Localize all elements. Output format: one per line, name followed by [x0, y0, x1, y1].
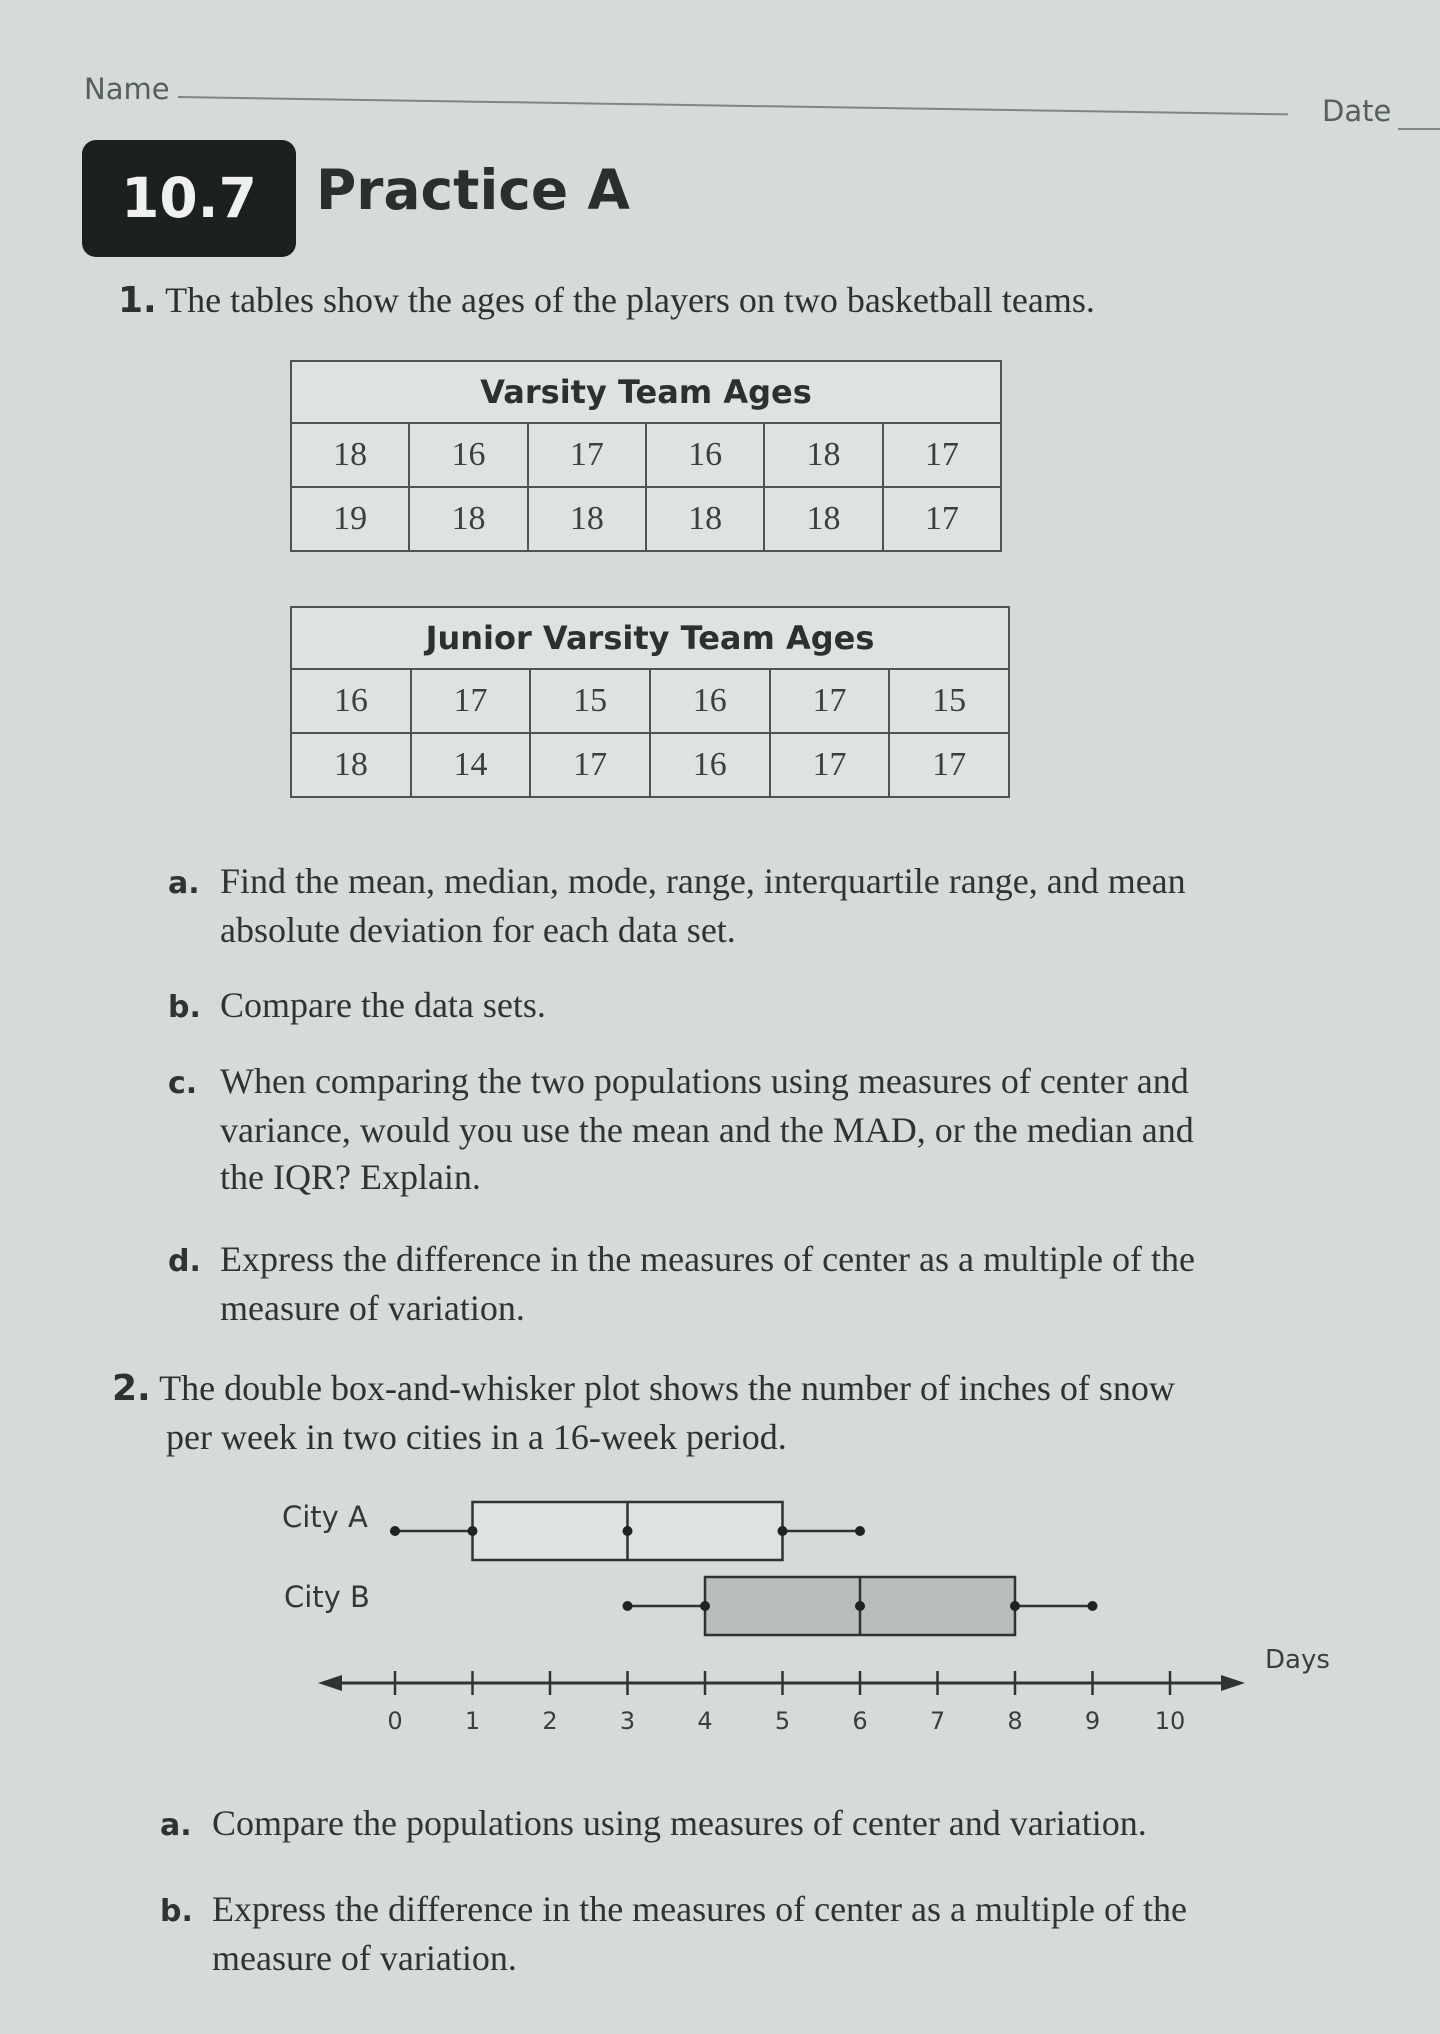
question-1b: [168, 982, 546, 1031]
table-cell: 19: [291, 487, 409, 551]
point-median: [855, 1601, 865, 1611]
city-a-label: City A: [282, 1500, 368, 1534]
table-cell: 18: [528, 487, 646, 551]
tick-label: 2: [542, 1707, 558, 1735]
part-text: Compare the populations using measures of center and variation.: [212, 1803, 1147, 1843]
part-letter: b.: [160, 1894, 193, 1929]
point-q3: [778, 1526, 788, 1536]
point-q1: [468, 1526, 478, 1536]
table-row: [291, 669, 1009, 733]
table-cell: 14: [411, 733, 531, 797]
part-letter: a.: [160, 1808, 192, 1843]
table-cell: 17: [889, 733, 1009, 797]
varsity-table-title: Varsity Team Ages: [291, 361, 1001, 423]
table-cell: 17: [411, 669, 531, 733]
part-text: measure of variation.: [212, 1938, 517, 1978]
city-b-label: City B: [284, 1580, 370, 1614]
tick-label: 8: [1007, 1707, 1023, 1735]
table-cell: 16: [646, 423, 764, 487]
point-min: [623, 1601, 633, 1611]
part-text: Express the difference in the measures of center as a multiple of the: [212, 1889, 1187, 1929]
tick-label: 3: [619, 1707, 636, 1735]
tick-label: 7: [929, 1707, 946, 1735]
tick-label: 5: [774, 1707, 791, 1735]
part-text: Express the difference in the measures of center as a multiple of the: [220, 1239, 1195, 1279]
part-text: When comparing the two populations using measures of center and: [220, 1061, 1189, 1101]
table-cell: 18: [764, 423, 882, 487]
point-median: [623, 1526, 633, 1536]
table-cell: 15: [530, 669, 650, 733]
name-line: [178, 96, 1288, 115]
box-plot-city-b: [623, 1577, 1098, 1635]
question-1c: [168, 1058, 1194, 1201]
axis-arrow-right: [1221, 1675, 1245, 1691]
part-letter: a.: [168, 866, 200, 901]
lesson-number-badge: 10.7: [82, 140, 296, 257]
name-label: Name: [84, 72, 170, 106]
question-2-number: 2.: [112, 1368, 151, 1409]
point-q3: [1010, 1601, 1020, 1611]
table-cell: 18: [291, 423, 409, 487]
question-1a: [168, 858, 1186, 954]
table-cell: 17: [528, 423, 646, 487]
question-2-prompt: The double box-and-whisker plot shows the number of inches of snow: [159, 1368, 1175, 1408]
box-and-whisker-plot: [270, 1485, 1370, 1740]
date-label: Date: [1322, 94, 1392, 128]
table-cell: 16: [650, 733, 770, 797]
table-cell: 16: [650, 669, 770, 733]
box-plots: [390, 1502, 1098, 1635]
part-text: the IQR? Explain.: [220, 1157, 481, 1197]
point-q1: [700, 1601, 710, 1611]
table-cell: 18: [291, 733, 411, 797]
part-text: Find the mean, median, mode, range, interquartile range, and mean: [220, 861, 1186, 901]
question-1-number: 1.: [118, 280, 157, 321]
axis-label-days: Days: [1265, 1645, 1330, 1675]
table-cell: 17: [770, 733, 890, 797]
table-cell: 18: [646, 487, 764, 551]
page-title: Practice A: [316, 158, 630, 222]
table-cell: 18: [409, 487, 527, 551]
table-row: [291, 733, 1009, 797]
question-1-prompt: The tables show the ages of the players on two basketball teams.: [165, 280, 1095, 320]
number-line: [318, 1671, 1245, 1735]
table-cell: 17: [770, 669, 890, 733]
part-text: variance, would you use the mean and the MAD, or the median and: [220, 1110, 1194, 1150]
point-min: [390, 1526, 400, 1536]
point-max: [855, 1526, 865, 1536]
part-letter: c.: [168, 1066, 198, 1101]
part-text: absolute deviation for each data set.: [220, 910, 736, 950]
question-2: [112, 1364, 1175, 1461]
part-letter: d.: [168, 1244, 201, 1279]
table-cell: 17: [883, 423, 1001, 487]
point-max: [1088, 1601, 1098, 1611]
part-letter: b.: [168, 990, 201, 1025]
tick-label: 10: [1154, 1707, 1186, 1735]
jv-table-title: Junior Varsity Team Ages: [291, 607, 1009, 669]
question-2a: [160, 1800, 1147, 1849]
tick-label: 4: [697, 1707, 713, 1735]
question-1: [118, 276, 1095, 325]
table-cell: 16: [291, 669, 411, 733]
jv-ages-table: [290, 606, 1010, 798]
question-2b: [160, 1886, 1187, 1982]
box-plot-city-a: [390, 1502, 865, 1560]
table-cell: 17: [883, 487, 1001, 551]
table-cell: 16: [409, 423, 527, 487]
tick-label: 0: [387, 1707, 403, 1735]
table-cell: 15: [889, 669, 1009, 733]
part-text: Compare the data sets.: [220, 985, 546, 1025]
part-text: measure of variation.: [220, 1288, 525, 1328]
table-row: [291, 487, 1001, 551]
table-row: [291, 423, 1001, 487]
date-line: [1398, 128, 1440, 130]
tick-label: 9: [1084, 1707, 1101, 1735]
tick-label: 1: [464, 1707, 481, 1735]
question-2-prompt-cont: per week in two cities in a 16-week period.: [166, 1417, 787, 1457]
table-cell: 17: [530, 733, 650, 797]
question-1d: [168, 1236, 1195, 1332]
table-cell: 18: [764, 487, 882, 551]
axis-arrow-left: [318, 1675, 342, 1691]
tick-label: 6: [852, 1707, 868, 1735]
varsity-ages-table: [290, 360, 1002, 552]
